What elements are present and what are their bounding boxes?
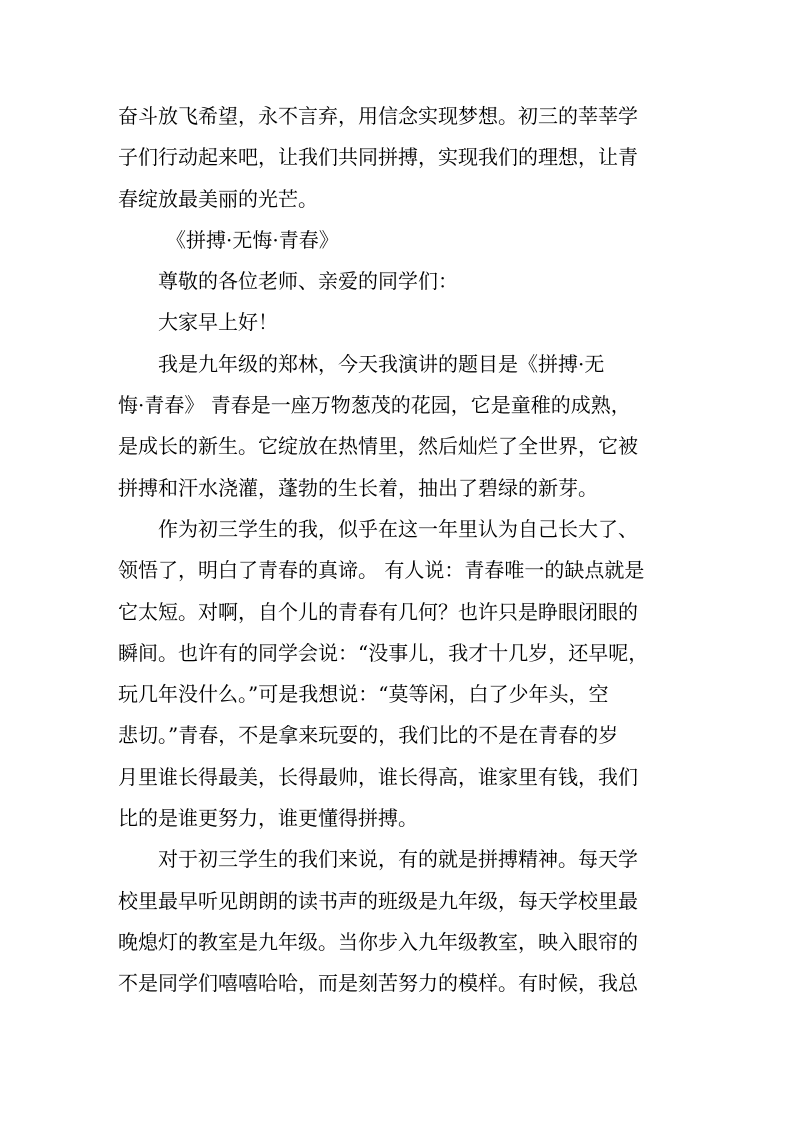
- text-line: 对于初三学生的我们来说，有的就是拼搏精神。每天学: [158, 847, 638, 872]
- text-line: 晚熄灯的教室是九年级。当你步入九年级教室，映入眼帘的: [118, 929, 638, 954]
- text-line: 玩几年没什么。”可是我想说：“莫等闲，白了少年头，空: [118, 682, 609, 707]
- text-line: 拼搏和汗水浇灌，蓬勃的生长着，抽出了碧绿的新芽。: [118, 475, 598, 500]
- greeting: 大家早上好！: [158, 310, 278, 335]
- text-line: 月里谁长得最美，长得最帅，谁长得高，谁家里有钱，我们: [118, 764, 638, 789]
- text-line: 是成长的新生。它绽放在热情里，然后灿烂了全世界，它被: [118, 434, 638, 459]
- text-line: 比的是谁更努力，谁更懂得拼搏。: [118, 806, 418, 831]
- text-line: 春绽放最美丽的光芒。: [118, 186, 318, 211]
- text-line: 瞬间。也许有的同学会说：“没事儿，我才十几岁，还早呢，: [118, 640, 649, 665]
- text-line: 作为初三学生的我，似乎在这一年里认为自己长大了、: [158, 516, 638, 541]
- text-line: 领悟了，明白了青春的真谛。 有人说：青春唯一的缺点就是: [118, 558, 645, 583]
- text-line: 校里最早听见朗朗的读书声的班级是九年级，每天学校里最: [118, 888, 638, 913]
- speech-title: 《拼搏·无悔·青春》: [166, 227, 339, 252]
- text-line: 子们行动起来吧，让我们共同拼搏，实现我们的理想，让青: [118, 145, 638, 170]
- text-line: 奋斗放飞希望，永不言弃，用信念实现梦想。初三的莘莘学: [118, 104, 638, 128]
- text-line: 不是同学们嘻嘻哈哈，而是刻苦努力的模样。有时候，我总: [118, 971, 638, 996]
- text-line: 我是九年级的郑林，今天我演讲的题目是《拼搏·无: [158, 351, 605, 376]
- salutation: 尊敬的各位老师、亲爱的同学们：: [158, 269, 458, 294]
- text-line: 它太短。对啊，自个儿的青春有几何？也许只是睁眼闭眼的: [118, 599, 638, 624]
- document-body: [118, 96, 693, 1005]
- text-line: 悲切。”青春，不是拿来玩耍的，我们比的不是在青春的岁: [118, 723, 619, 748]
- text-line: 悔·青春》 青春是一座万物葱茂的花园，它是童稚的成熟，: [118, 393, 631, 418]
